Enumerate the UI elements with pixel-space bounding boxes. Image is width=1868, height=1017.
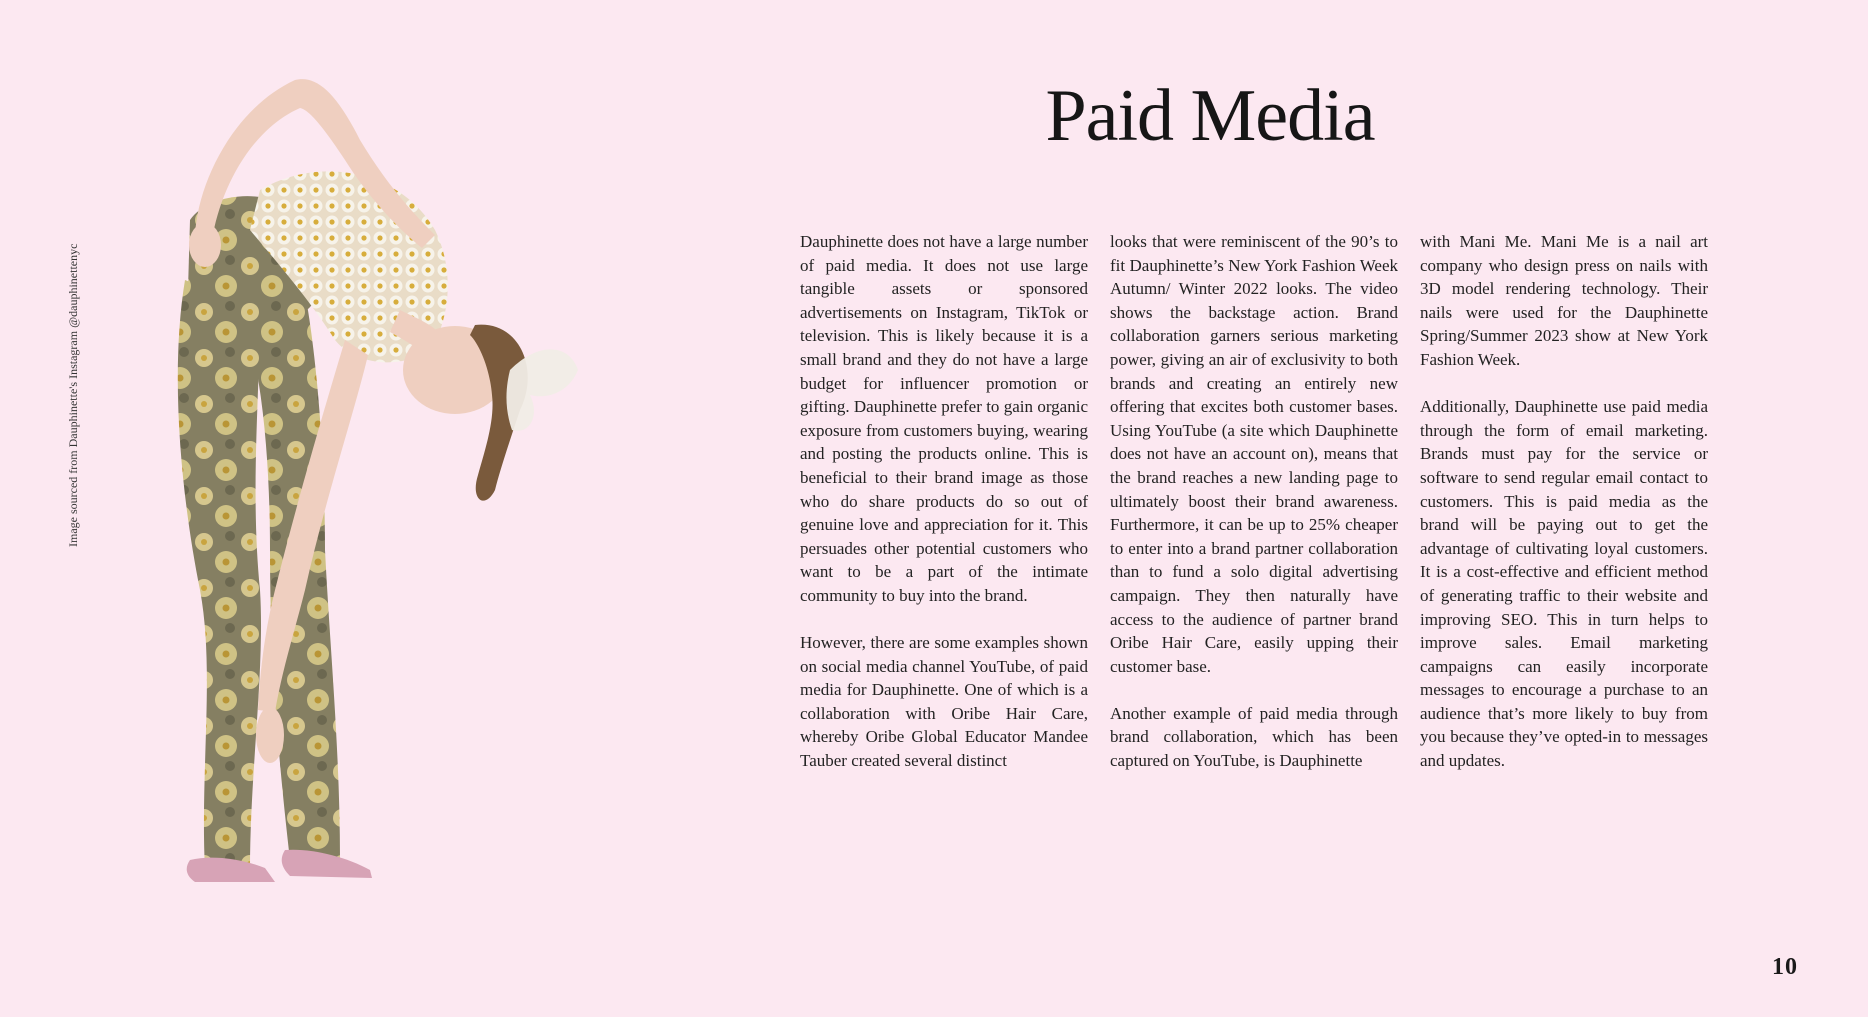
- paragraph: However, there are some examples shown on social media channel YouTube, of paid media for Dauphinette. One of which is a collaboration with Oribe Hair Care, whereby Oribe Global Educator Mandee Tauber created several distinct: [800, 633, 1088, 771]
- hand-at-ankle: [256, 707, 284, 763]
- text-column-2: [1110, 230, 1398, 796]
- back-leg: [178, 280, 261, 870]
- model-photo: [100, 70, 680, 970]
- paragraph: looks that were reminiscent of the 90’s to fit Dauphinette’s New York Fashion Week Autumn/ Winter 2022 looks. The video shows the backstage action. Brand collaboration garners serious marketing power, giving an air of exclusivity to both brands and creating an entirely new offering that excites both customer bases. Using YouTube (a site which Dauphinette does not have an account on), means that the brand reaches a new landing page to ultimately boost their brand awareness. Furthermore, it can be up to 25% cheaper to enter into a brand partner collaboration than to fund a solo digital advertising campaign. They then naturally have access to the audience of partner brand Oribe Hair Care, easily upping their customer base.: [1110, 232, 1398, 676]
- paragraph: Additionally, Dauphinette use paid media through the form of email marketing. Brands must pay for the service or software to send regular email contact to customers. This is paid media as the brand will be paying out to get the advantage of cultivating loyal customers. It is a cost-effective and efficient method of generating traffic to their website and improving SEO. This in turn helps to improve sales. Email marketing campaigns can easily incorporate messages to encourage a purchase to an audience that’s more likely to buy from you because they’ve opted-in to messages and updates.: [1420, 397, 1708, 771]
- paragraph: with Mani Me. Mani Me is a nail art company who design press on nails with 3D model rendering technology. Their nails were used for the Dauphinette Spring/Summer 2023 show at New York Fashion Week.: [1420, 232, 1708, 369]
- right-shoe: [282, 850, 372, 878]
- text-column-1: [800, 230, 1088, 796]
- text-column-3: [1420, 230, 1708, 796]
- body-text: [800, 230, 1708, 796]
- photo-caption: Image sourced from Dauphinette's Instagram @dauphinettenyc: [66, 243, 80, 547]
- left-shoe: [187, 858, 275, 882]
- page-title: Paid Media: [1045, 75, 1375, 157]
- paragraph: Another example of paid media through brand collaboration, which has been captured on YouTube, is Dauphinette: [1110, 703, 1398, 771]
- hand-on-hip: [189, 223, 221, 267]
- page-number: 10: [1772, 954, 1798, 980]
- paragraph: Dauphinette does not have a large number of paid media. It does not use large tangible assets or sponsored advertisements on Instagram, TikTok or television. This is likely because it is a small brand and they do not have a large budget for influencer promotion or gifting. Dauphinette prefer to gain organic exposure from customers buying, wearing and posting the products online. This is beneficial to their brand image as those who do share products do so out of genuine love and appreciation for it. This persuades other potential customers who want to be a part of the intimate community to buy into the brand.: [800, 232, 1088, 605]
